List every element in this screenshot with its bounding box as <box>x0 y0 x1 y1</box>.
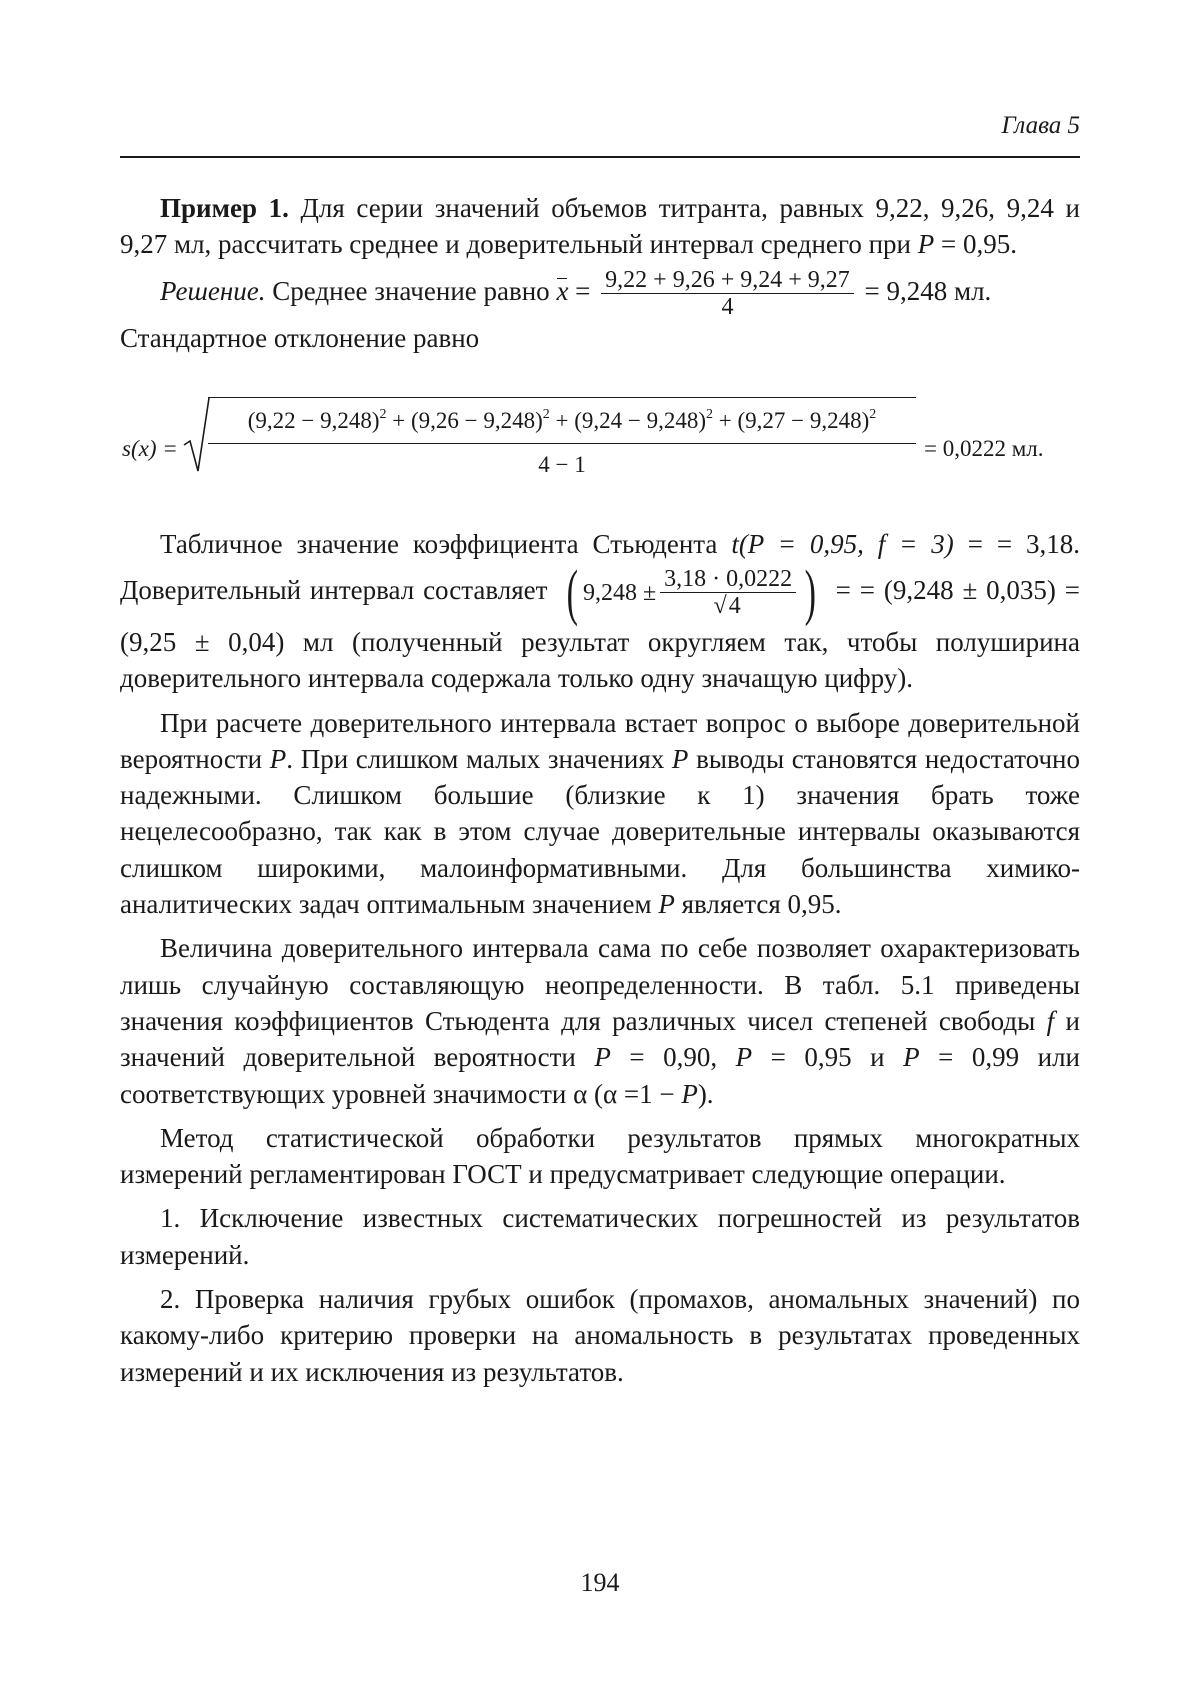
header-rule <box>120 156 1080 158</box>
page-number: 194 <box>120 1568 1080 1598</box>
chapter-title: Глава 5 <box>1001 112 1080 140</box>
book-page <box>120 0 1080 1697</box>
list-item-1: 1. Исключение известных систематических погрешностей из результатов измерений. <box>120 1200 1080 1273</box>
std-deviation-formula: s(x) = (9,22 − 9,248)2 + (9,26 − 9,248)2 + (9,24 − 9,248)2 + (9,27 − 9,248)2 4 − 1 = 0,0222 мл. <box>120 391 1080 506</box>
formula-result: = 0,0222 мл. <box>924 431 1044 467</box>
example-label: Пример 1. <box>160 193 289 223</box>
radical-overline <box>208 397 916 398</box>
body-text <box>120 190 1080 1390</box>
student-paragraph: Табличное значение коэффициента Стьюдента t(P = 0,95, f = 3) = = 3,18. Доверительный интервал составляет ( 9,248 ± 3,18 · 0,0222 √4 ) = = (9,248 ± 0,035) = (9,25 ± 0,04) мл (полученный результат округляем так, чтобы полуширина доверительного интервала содержала только одну значащую цифру). <box>120 526 1080 697</box>
list-item-2: 2. Проверка наличия грубых ошибок (промахов, аномальных значений) по какому-либо критерию проверки на аномальность в результатах проведенных измерений и их исключения из результатов. <box>120 1281 1080 1390</box>
mean-fraction: 9,22 + 9,26 + 9,24 + 9,27 4 <box>601 267 854 321</box>
paragraph-method: Метод статистической обработки результатов прямых многократных измерений регламентирован ГОСТ и предусматривает следующие операции. <box>120 1120 1080 1193</box>
running-header <box>120 112 1080 152</box>
square-root-sign <box>182 397 210 473</box>
formula-numerator: (9,22 − 9,248)2 + (9,26 − 9,248)2 + (9,24 − 9,248)2 + (9,27 − 9,248)2 <box>208 403 916 444</box>
solution-paragraph: Решение. Среднее значение равно x = 9,22 + 9,26 + 9,24 + 9,27 4 = 9,248 мл. <box>120 267 1080 321</box>
mean-symbol: x <box>556 276 568 306</box>
std-intro: Стандартное отклонение равно <box>120 320 1080 356</box>
confidence-interval-expression: ( 9,248 ± 3,18 · 0,0222 √4 ) <box>562 562 820 624</box>
student-t-expression: t(P = 0,95, f = 3) <box>731 529 953 559</box>
example-paragraph: Пример 1. Для серии значений объемов титранта, равных 9,22, 9,26, 9,24 и 9,27 мл, рассчитать среднее и доверительный интервал среднего при P = 0,95. <box>120 190 1080 263</box>
solution-label: Решение. <box>160 276 266 306</box>
paragraph-interval-magnitude: Величина доверительного интервала сама по себе позволяет охарактеризовать лишь случайную составляющую неопределенности. В табл. 5.1 приведены значения коэффициентов Стьюдента для различных чисел степеней свободы f и значений доверительной вероятности P = 0,90, P = 0,95 и P = 0,99 или соответствующих уровней значимости α (α =1 − P). <box>120 930 1080 1111</box>
paragraph-confidence-probability: При расчете доверительного интервала встает вопрос о выборе доверительной вероятности P. При слишком малых значениях P выводы становятся недостаточно надежными. Слишком большие (близкие к 1) значения брать тоже нецелесообразно, так как в этом случае доверительные интервалы оказываются слишком широкими, малоинформативными. Для большинства химико-аналитических задач оптимальным значением P является 0,95. <box>120 705 1080 923</box>
formula-denominator: 4 − 1 <box>208 447 916 483</box>
